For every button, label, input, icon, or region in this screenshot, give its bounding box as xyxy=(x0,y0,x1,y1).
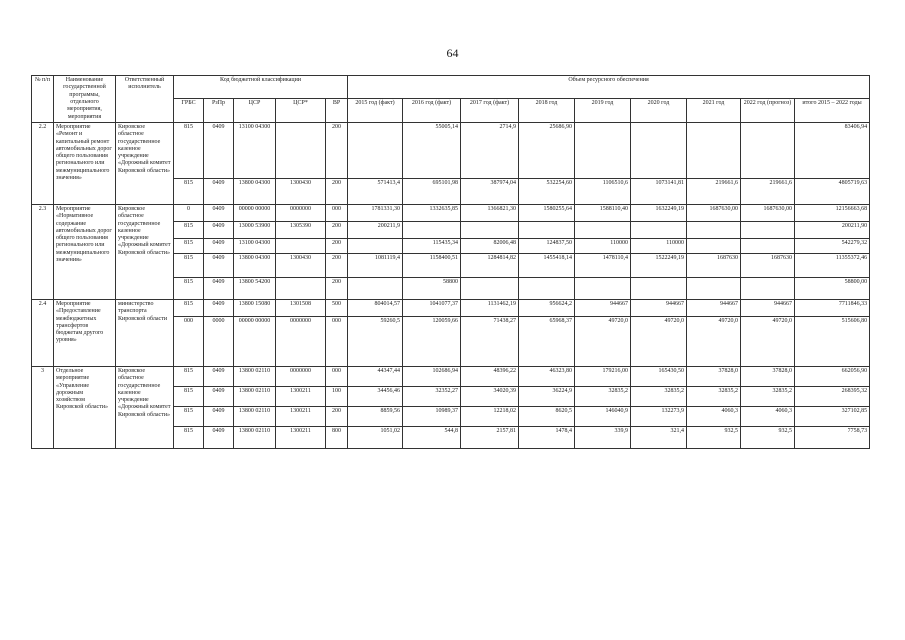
cell-total: 268395,32 xyxy=(795,386,870,406)
header-name: Наименование государственной программы, отдельного мероприятия, мероприятия xyxy=(54,76,116,123)
cell-grbs: 815 xyxy=(174,366,204,386)
cell-total: 515606,80 xyxy=(795,316,870,366)
cell-value: 932,5 xyxy=(741,426,795,448)
cell-value: 37828,0 xyxy=(741,366,795,386)
cell-value: 387974,04 xyxy=(461,178,519,204)
cell-value: 944667 xyxy=(575,299,631,316)
cell-value: 1332635,85 xyxy=(403,204,461,221)
cell-value: 36224,9 xyxy=(519,386,575,406)
header-year: 2022 год (прогноз) xyxy=(741,99,795,122)
cell-value xyxy=(631,277,687,299)
cell-value: 59260,5 xyxy=(348,316,403,366)
cell-value: 1366821,30 xyxy=(461,204,519,221)
cell-vr: 000 xyxy=(326,316,348,366)
cell-grbs: 815 xyxy=(174,238,204,253)
cell-value: 32352,27 xyxy=(403,386,461,406)
cell-value: 48396,22 xyxy=(461,366,519,386)
cell-value: 165430,50 xyxy=(631,366,687,386)
cell-value: 1687630 xyxy=(741,253,795,277)
cell-rzpr: 0409 xyxy=(204,122,234,178)
cell-total: 12156663,68 xyxy=(795,204,870,221)
cell-value: 944667 xyxy=(741,299,795,316)
header-csr: ЦСР xyxy=(234,99,276,122)
executor: Кировское областное государственное казенное учреждение «Дорожный комитет Кировской области» xyxy=(116,204,174,299)
cell-value: 25686,90 xyxy=(519,122,575,178)
cell-value: 1041077,37 xyxy=(403,299,461,316)
cell-csr: 13800 02110 xyxy=(234,386,276,406)
cell-csr: 13000 53900 xyxy=(234,221,276,238)
cell-csr: 00000 00000 xyxy=(234,316,276,366)
cell-vr: 200 xyxy=(326,406,348,426)
cell-value xyxy=(741,122,795,178)
cell-grbs: 815 xyxy=(174,426,204,448)
table-body xyxy=(32,122,870,448)
cell-value: 49720,0 xyxy=(741,316,795,366)
cell-csr2: 1305390 xyxy=(276,221,326,238)
cell-value: 1284814,82 xyxy=(461,253,519,277)
cell-total: 662056,90 xyxy=(795,366,870,386)
cell-csr2: 1300211 xyxy=(276,386,326,406)
cell-rzpr: 0409 xyxy=(204,366,234,386)
cell-vr: 000 xyxy=(326,366,348,386)
cell-csr2: 0000000 xyxy=(276,316,326,366)
cell-value: 8620,5 xyxy=(519,406,575,426)
cell-value: 32835,2 xyxy=(631,386,687,406)
cell-rzpr: 0409 xyxy=(204,299,234,316)
cell-value xyxy=(741,238,795,253)
cell-value: 4060,3 xyxy=(741,406,795,426)
cell-value xyxy=(519,221,575,238)
cell-value: 1687630,00 xyxy=(687,204,741,221)
cell-rzpr: 0409 xyxy=(204,406,234,426)
cell-value: 571413,4 xyxy=(348,178,403,204)
cell-value xyxy=(575,277,631,299)
cell-total: 4805719,63 xyxy=(795,178,870,204)
cell-value: 34020,39 xyxy=(461,386,519,406)
cell-value: 339,9 xyxy=(575,426,631,448)
cell-grbs: 815 xyxy=(174,253,204,277)
cell-rzpr: 0409 xyxy=(204,221,234,238)
cell-csr2: 1300430 xyxy=(276,178,326,204)
cell-csr2 xyxy=(276,277,326,299)
table-row xyxy=(32,299,870,316)
table-row xyxy=(32,366,870,386)
cell-value: 1478110,4 xyxy=(575,253,631,277)
cell-value: 58800 xyxy=(403,277,461,299)
cell-value: 1687630,00 xyxy=(741,204,795,221)
header-num: № п/п xyxy=(32,76,54,123)
cell-value xyxy=(461,221,519,238)
cell-value: 4060,3 xyxy=(687,406,741,426)
cell-vr: 200 xyxy=(326,221,348,238)
cell-csr: 13100 04300 xyxy=(234,238,276,253)
cell-csr: 13800 02110 xyxy=(234,406,276,426)
cell-value: 49720,0 xyxy=(687,316,741,366)
measure-name: Отдельное мероприятие «Управление дорожным хозяйством Кировской области» xyxy=(54,366,116,448)
cell-value: 46323,80 xyxy=(519,366,575,386)
cell-value: 1073141,81 xyxy=(631,178,687,204)
header-year: 2020 год xyxy=(631,99,687,122)
cell-value: 1588110,40 xyxy=(575,204,631,221)
header-resources: Объем ресурсного обеспечения xyxy=(348,76,870,99)
cell-csr2 xyxy=(276,122,326,178)
cell-value: 1131462,19 xyxy=(461,299,519,316)
cell-vr: 200 xyxy=(326,238,348,253)
cell-vr: 100 xyxy=(326,386,348,406)
cell-vr: 200 xyxy=(326,277,348,299)
cell-value xyxy=(631,221,687,238)
cell-value: 944667 xyxy=(687,299,741,316)
cell-value: 695101,98 xyxy=(403,178,461,204)
cell-value: 2714,9 xyxy=(461,122,519,178)
cell-csr: 13800 54200 xyxy=(234,277,276,299)
cell-value: 1158400,51 xyxy=(403,253,461,277)
cell-vr: 000 xyxy=(326,204,348,221)
cell-grbs: 815 xyxy=(174,277,204,299)
cell-rzpr: 0409 xyxy=(204,426,234,448)
cell-value xyxy=(519,277,575,299)
cell-grbs: 815 xyxy=(174,178,204,204)
cell-value xyxy=(348,238,403,253)
cell-value: 49720,0 xyxy=(631,316,687,366)
cell-value: 32835,2 xyxy=(575,386,631,406)
cell-value: 8859,56 xyxy=(348,406,403,426)
cell-total: 7711846,33 xyxy=(795,299,870,316)
cell-csr: 13800 04300 xyxy=(234,253,276,277)
cell-value: 10989,37 xyxy=(403,406,461,426)
cell-value: 1081119,4 xyxy=(348,253,403,277)
cell-rzpr: 0409 xyxy=(204,253,234,277)
executor: Кировское областное государственное казенное учреждение «Дорожный комитет Кировской области» xyxy=(116,366,174,448)
cell-value: 110000 xyxy=(575,238,631,253)
cell-value: 2157,81 xyxy=(461,426,519,448)
cell-value: 321,4 xyxy=(631,426,687,448)
cell-value: 32835,2 xyxy=(687,386,741,406)
cell-value: 932,5 xyxy=(687,426,741,448)
cell-grbs: 000 xyxy=(174,316,204,366)
header-year: 2016 год (факт) xyxy=(403,99,461,122)
cell-value: 1632249,19 xyxy=(631,204,687,221)
cell-value: 1106510,6 xyxy=(575,178,631,204)
cell-value: 71438,27 xyxy=(461,316,519,366)
cell-value: 1051,02 xyxy=(348,426,403,448)
cell-csr: 13100 04300 xyxy=(234,122,276,178)
cell-rzpr: 0409 xyxy=(204,238,234,253)
cell-value: 32835,2 xyxy=(741,386,795,406)
cell-csr: 13800 02110 xyxy=(234,366,276,386)
cell-vr: 800 xyxy=(326,426,348,448)
cell-vr: 200 xyxy=(326,122,348,178)
header-year: 2021 год xyxy=(687,99,741,122)
measure-name: Мероприятие «Предоставление межбюджетных трансфертов бюджетам другого уровня» xyxy=(54,299,116,366)
cell-grbs: 815 xyxy=(174,406,204,426)
cell-csr: 13800 15080 xyxy=(234,299,276,316)
cell-vr: 200 xyxy=(326,178,348,204)
cell-csr: 00000 00000 xyxy=(234,204,276,221)
cell-value: 179216,00 xyxy=(575,366,631,386)
cell-value: 200211,9 xyxy=(348,221,403,238)
cell-value: 1522249,19 xyxy=(631,253,687,277)
cell-total: 83406,94 xyxy=(795,122,870,178)
cell-value: 55005,14 xyxy=(403,122,461,178)
cell-grbs: 0 xyxy=(174,204,204,221)
cell-total: 200211,90 xyxy=(795,221,870,238)
cell-total: 11355372,46 xyxy=(795,253,870,277)
cell-value xyxy=(741,277,795,299)
cell-value: 804014,57 xyxy=(348,299,403,316)
cell-total: 327102,85 xyxy=(795,406,870,426)
header-year: 2015 год (факт) xyxy=(348,99,403,122)
row-number: 3 xyxy=(32,366,54,448)
cell-total: 542279,32 xyxy=(795,238,870,253)
row-number: 2.4 xyxy=(32,299,54,366)
cell-value: 44347,44 xyxy=(348,366,403,386)
cell-value: 146040,9 xyxy=(575,406,631,426)
cell-value: 1478,4 xyxy=(519,426,575,448)
cell-rzpr: 0409 xyxy=(204,277,234,299)
cell-value: 956624,2 xyxy=(519,299,575,316)
cell-value xyxy=(631,122,687,178)
cell-value xyxy=(575,122,631,178)
cell-value: 219661,6 xyxy=(687,178,741,204)
cell-csr2: 1300211 xyxy=(276,426,326,448)
row-number: 2.2 xyxy=(32,122,54,204)
cell-csr: 13800 04300 xyxy=(234,178,276,204)
cell-value: 115435,34 xyxy=(403,238,461,253)
cell-rzpr: 0000 xyxy=(204,316,234,366)
cell-rzpr: 0409 xyxy=(204,178,234,204)
header-csr2: ЦСР* xyxy=(276,99,326,122)
cell-csr2: 1301508 xyxy=(276,299,326,316)
cell-value: 110000 xyxy=(631,238,687,253)
cell-csr2: 1300211 xyxy=(276,406,326,426)
cell-csr2 xyxy=(276,238,326,253)
cell-value: 944667 xyxy=(631,299,687,316)
header-vr: ВР xyxy=(326,99,348,122)
cell-value xyxy=(575,221,631,238)
cell-rzpr: 0409 xyxy=(204,204,234,221)
cell-grbs: 815 xyxy=(174,299,204,316)
cell-value: 1781331,30 xyxy=(348,204,403,221)
cell-value: 102686,94 xyxy=(403,366,461,386)
header-year: 2017 год (факт) xyxy=(461,99,519,122)
cell-value: 132273,9 xyxy=(631,406,687,426)
cell-value xyxy=(403,221,461,238)
cell-csr2: 0000000 xyxy=(276,366,326,386)
cell-csr2: 1300430 xyxy=(276,253,326,277)
cell-vr: 200 xyxy=(326,253,348,277)
header-total: итого 2015 – 2022 годы xyxy=(795,99,870,122)
cell-rzpr: 0409 xyxy=(204,386,234,406)
row-number: 2.3 xyxy=(32,204,54,299)
cell-value: 34456,46 xyxy=(348,386,403,406)
cell-value xyxy=(687,238,741,253)
cell-value: 65968,37 xyxy=(519,316,575,366)
cell-total: 58800,00 xyxy=(795,277,870,299)
header-budget-code: Код бюджетной классификации xyxy=(174,76,348,99)
cell-value: 49720,0 xyxy=(575,316,631,366)
header-executor: Ответственный исполнитель xyxy=(116,76,174,123)
cell-value: 124837,50 xyxy=(519,238,575,253)
cell-grbs: 815 xyxy=(174,386,204,406)
executor: Кировское областное государственное казенное учреждение «Дорожный комитет Кировской области» xyxy=(116,122,174,204)
page-number: 64 xyxy=(446,46,459,60)
cell-value: 532254,60 xyxy=(519,178,575,204)
cell-value xyxy=(687,221,741,238)
cell-grbs: 815 xyxy=(174,122,204,178)
cell-value xyxy=(741,221,795,238)
cell-grbs: 815 xyxy=(174,221,204,238)
cell-value xyxy=(348,277,403,299)
measure-name: Мероприятие «Нормативное содержание автомобильных дорог общего пользования регионального или межмуниципального значения» xyxy=(54,204,116,299)
cell-total: 7758,73 xyxy=(795,426,870,448)
header-year: 2019 год xyxy=(575,99,631,122)
measure-name: Мероприятие «Ремонт и капитальный ремонт автомобильных дорог общего пользования регионального или межмуниципального значения» xyxy=(54,122,116,204)
cell-value: 219661,6 xyxy=(741,178,795,204)
cell-value: 120059,66 xyxy=(403,316,461,366)
cell-value: 1687630 xyxy=(687,253,741,277)
cell-value: 82006,48 xyxy=(461,238,519,253)
cell-value xyxy=(348,122,403,178)
cell-value: 544,8 xyxy=(403,426,461,448)
header-grbs: ГРБС xyxy=(174,99,204,122)
cell-csr: 13800 02110 xyxy=(234,426,276,448)
table-header xyxy=(32,76,870,123)
cell-value xyxy=(687,277,741,299)
cell-value: 1580255,64 xyxy=(519,204,575,221)
cell-value xyxy=(687,122,741,178)
cell-value: 1455418,14 xyxy=(519,253,575,277)
budget-table xyxy=(31,75,870,449)
cell-value xyxy=(461,277,519,299)
header-rzpr: РзПр xyxy=(204,99,234,122)
executor: министерство транспорта Кировской области xyxy=(116,299,174,366)
header-year: 2018 год xyxy=(519,99,575,122)
cell-vr: 500 xyxy=(326,299,348,316)
cell-value: 12218,02 xyxy=(461,406,519,426)
table-row xyxy=(32,122,870,178)
cell-value: 37828,0 xyxy=(687,366,741,386)
cell-csr2: 0000000 xyxy=(276,204,326,221)
table-row xyxy=(32,204,870,221)
